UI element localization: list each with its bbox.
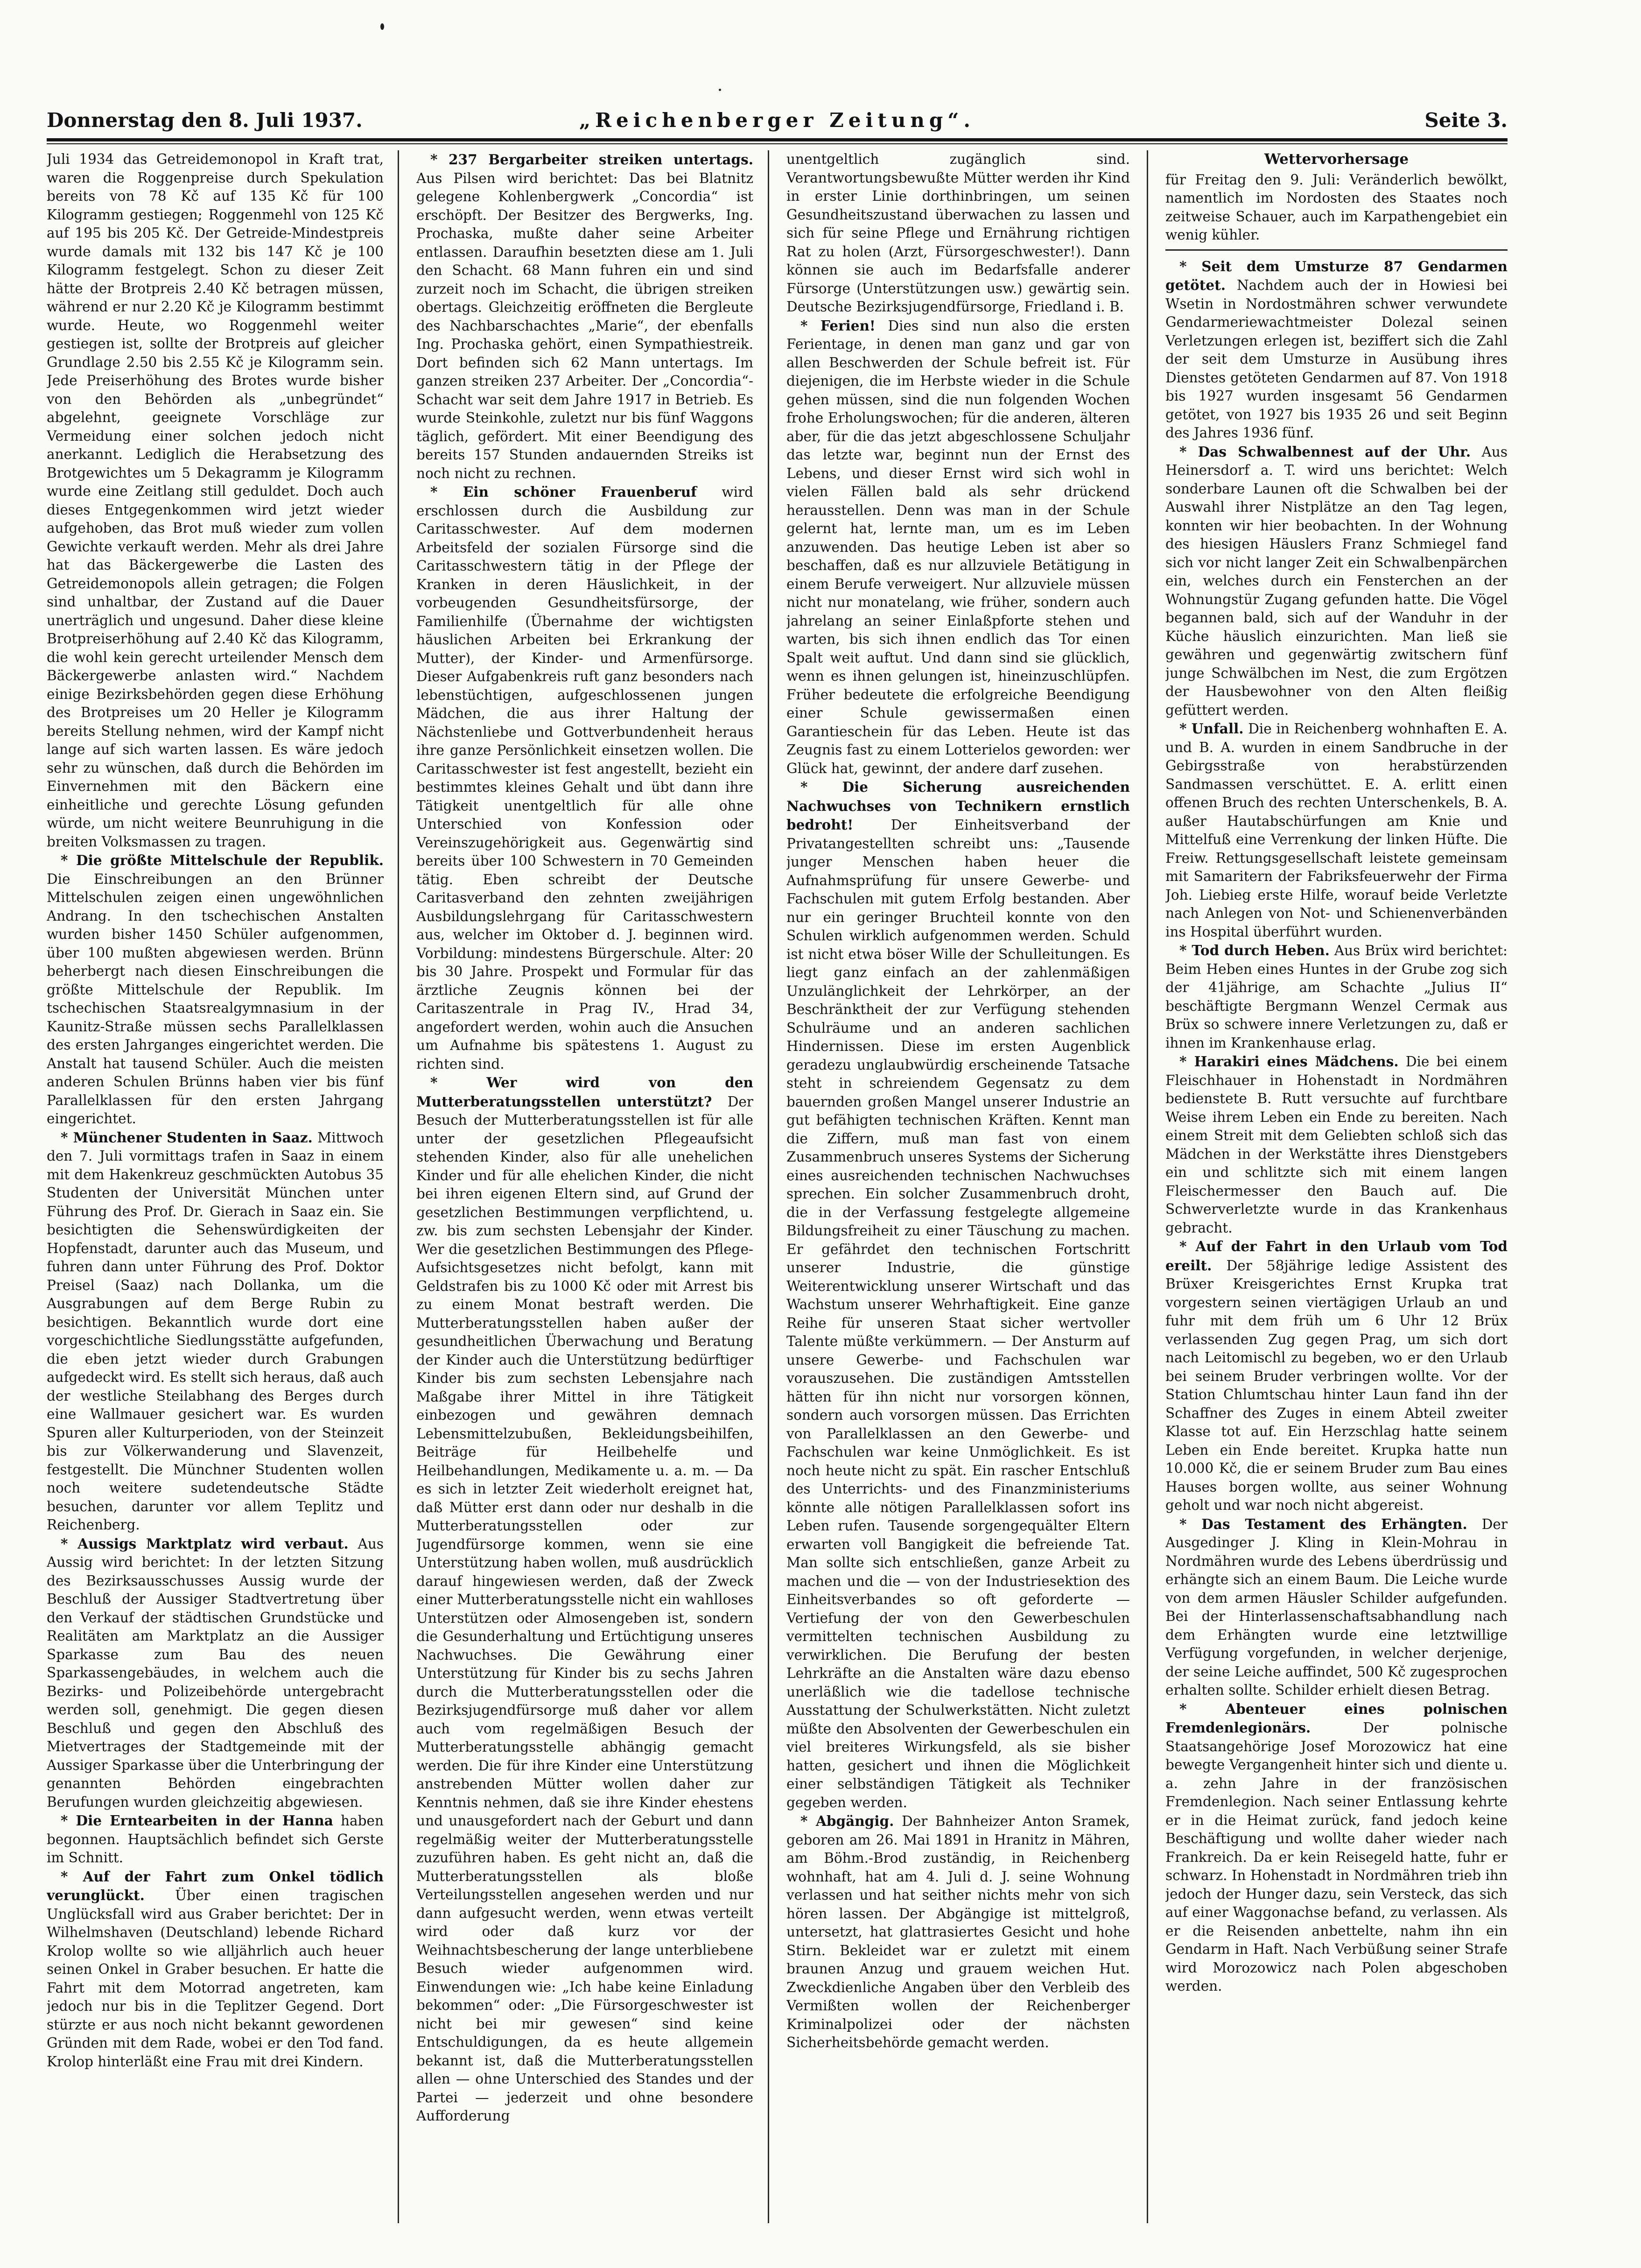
article-paragraph: [786, 317, 1130, 778]
article-text: Über einen tragischen Unglücksfall wird aus Graber berichtet: Der in Wilhelmshaven (Deutschland) lebende Richard Krolop wollte so wie alljährlich auch heuer seinen Onkel in Graber besuchen. Er hatte die Fahrt mit dem Motorrad angetreten, kam jedoch nur bis in die Teplitzer Gegend. Dort stürzte er aus noch nicht bekannt gewordenen Gründen mit dem Rade, wobei er den Tod fand. Krolop hinterläßt eine Frau mit drei Kindern.: [47, 1888, 384, 2070]
article-paragraph: [47, 1811, 384, 1867]
article-paragraph: unentgeltlich zugänglich sind. Verantwortungsbewußte Mütter werden ihr Kind in erster Linie dorthinbringen, um seinen Gesundheitszustand überwachen zu lassen und sich für seine Pflege und Ernährung richtigen Rat zu holen (Arzt, Fürsorgeschwester!). Dann können sie auch im Bedarfsfalle anderer Fürsorge (Unterstützungen usw.) gewärtig sein. Deutsche Bezirksjugendfürsorge, Friedland i. B.: [786, 151, 1130, 315]
article-headline: * Abgängig.: [800, 1813, 894, 1829]
article-paragraph: [1165, 1237, 1508, 1515]
column-divider: [768, 150, 769, 2223]
masthead: [47, 106, 1508, 134]
article-paragraph: [786, 778, 1130, 1812]
article-text: Der polnische Staatsangehörige Josef Morozowicz hat eine bewegte Vergangenheit hinter sich und diente u. a. zehn Jahre in der französischen Fremdenlegion. Nach seiner Entlassung kehrte er in die Heimat zurück, fand jedoch keine Beschäftigung und wollte daher wieder nach Frankreich. Da er kein Reisegeld hatte, fuhr er schwarz. In Hohenstadt in Nordmähren trieb ihn jedoch der Hunger dazu, sein Versteck, das sich auf einer Waggonachse befand, zu verlassen. Als er die Reisenden anbettelte, nahm ihn ein Gendarm in Haft. Nach Verbüßung seiner Strafe wird Morozowicz nach Polen abgeschoben werden.: [1165, 1720, 1508, 1994]
article-headline: * Die Sicherung ausreichenden Nachwuchses von Technikern ernstlich bedroht!: [786, 779, 1130, 833]
article-text: Aus Brüx wird berichtet: Beim Heben eines Huntes in der Grube zog sich der 41jährige, am Schachte „Julius II“ beschäftigte Bergmann Wenzel Cermak aus Brüx so schwere innere Verletzungen zu, daß er ihnen im Krankenhause erlag.: [1165, 943, 1508, 1051]
weather-forecast: [1165, 150, 1508, 251]
article-headline: * Münchener Studenten in Saaz.: [61, 1129, 313, 1146]
article-paragraph: [416, 150, 753, 483]
article-paragraph: [1165, 1700, 1508, 1996]
article-headline: * Auf der Fahrt zum Onkel tödlich verunglückt.: [47, 1868, 384, 1903]
article-headline: * Ein schöner Frauenberuf: [430, 484, 697, 500]
article-paragraph: [47, 851, 384, 1128]
article-text: Der Besuch der Mutterberatungsstellen ist für alle unter der gesetzlichen Pflegeaufsicht stehenden Kinder, also für alle unehelichen Kinder und für alle ehelichen Kinder, die nicht bei ihren eigenen Eltern sind, auf Grund der gesetzlichen Bestimmungen verpflichtend, u. zw. bis zum sechsten Lebensjahr der Kinder. Wer die gesetzlichen Bestimmungen des Pflege-Aufsichtsgesetzes nicht befolgt, kann mit Geldstrafen bis zu 1000 Kč oder mit Arrest bis zu einem Monat bestraft werden. Die Mutterberatungsstellen haben außer der gesundheitlichen Überwachung und Beratung der Kinder auch die Unterstützung bedürftiger Kinder bis zum sechsten Lebensjahre nach Maßgabe ihrer Mittel in ihre Tätigkeit einbezogen und gewähren demnach Lebensmittelzubußen, Bekleidungsbeihilfen, Beiträge für Heilbehelfe und Heilbehandlungen, Medikamente u. a. m. — Da es sich in letzter Zeit wiederholt ereignet hat, daß Mütter erst dann oder nur deshalb in die Mutterberatungsstellen oder zur Jugendfürsorge kommen, wenn sie eine Unterstützung haben wollen, muß ausdrücklich darauf hingewiesen werden, daß der Zweck einer Mutterberatungsstelle nicht ein wahlloses Unterstützen oder Almosengeben ist, sondern die Gesunderhaltung und Ertüchtigung unseres Nachwuchses. Die Gewährung einer Unterstützung für Kinder bis zu sechs Jahren durch die Mutterberatungsstellen oder die Bezirksjugendfürsorge muß daher vor allem auch vom regelmäßigen Besuch der Mutterberatungsstelle abhängig gemacht werden. Die für ihre Kinder eine Unterstützung anstrebenden Mütter wollen daher zur Kenntnis nehmen, daß sie ihre Kinder ehestens und unausgefordert nach der Geburt und dann regelmäßig weiter der Mutterberatungsstelle zuzuführen haben. Es geht nicht an, daß die Mutterberatungsstellen als bloße Verteilungsstellen angesehen werden und nur dann aufgesucht werden, wenn etwas verteilt wird oder daß kurz vor der Weihnachtsbescherung der lange unterbliebene Besuch wieder aufgenommen wird. Einwendungen wie: „Ich habe keine Einladung bekommen“ oder: „Die Fürsorgeschwester ist nicht bei mir gewesen“ sind keine Entschuldigungen, da es heute allgemein bekannt ist, daß die Mutterberatungsstellen allen — ohne Unterschied des Standes und der Partei — jederzeit und ohne besondere Aufforderung: [416, 1093, 753, 2124]
article-paragraph: [1165, 257, 1508, 443]
article-headline: * Wer wird von den Mutterberatungsstellen unterstützt?: [416, 1074, 753, 1110]
masthead-rule: [47, 138, 1508, 141]
column-divider: [1147, 150, 1148, 2223]
article-headline: * Das Schwalbennest auf der Uhr.: [1179, 443, 1471, 460]
article-headline: * Seit dem Umsturze 87 Gendarmen getötet.: [1165, 258, 1508, 293]
article-text: Die bei einem Fleischhauer in Hohenstadt in Nordmähren bedienstete B. Rutt versuchte auf furchtbare Weise ihrem Leben ein Ende zu bereiten. Nach einem Streit mit dem Geliebten schloß sich das Mädchen in der Werkstätte ihres Dienstgebers ein und schlitzte sich mit einem langen Fleischermesser den Bauch auf. Die Schwerverletzte wurde in das Krankenhaus gebracht.: [1165, 1054, 1508, 1236]
article-paragraph: [1165, 1515, 1508, 1700]
article-text: Aus Aussig wird berichtet: In der letzten Sitzung des Bezirksausschusses Aussig wurde der Beschluß der Aussiger Stadtvertretung über den Verkauf der städtischen Grundstücke und Realitäten am Marktplatz an die Aussiger Sparkasse zum Bau des neuen Sparkassengebäudes, in welchem auch die Bezirks- und Polizeibehörde untergebracht werden soll, genehmigt. Die gegen diesen Beschluß und gegen den Abschluß des Mietvertrages der Stadtgemeinde mit der Aussiger Sparkasse über die Unterbringung der genannten Behörden eingebrachten Berufungen wurden gleichzeitig abgewiesen.: [47, 1535, 384, 1810]
article-headline: * 237 Bergarbeiter streiken untertags.: [430, 151, 753, 168]
masthead-rule-thin: [47, 143, 1508, 144]
article-paragraph: [786, 1812, 1130, 2052]
issue-date: Donnerstag den 8. Juli 1937.: [47, 109, 363, 132]
weather-text: für Freitag den 9. Juli: Veränderlich bewölkt, namentlich im Nordosten des Staates noch zeitweise Schauer, auch im Karpathengebiet ein wenig kühler.: [1165, 171, 1508, 243]
article-paragraph: [416, 1073, 753, 2126]
column-2: [416, 150, 753, 2223]
article-text: Der Ausgedinger J. Kling in Klein-Mohrau in Nordmähren wurde des Lebens überdrüssig und erhängte sich an einem Baum. Die Leiche wurde von dem armen Häusler Schilder aufgefunden. Bei der Hinterlassenschaftsabhandlung nach dem Erhängten wurde eine letztwillige Verfügung vorgefunden, in welcher derjenige, der seine Leiche auffindet, 500 Kč zugesprochen erhalten sollte. Schilder erhielt diesen Betrag.: [1165, 1516, 1508, 1698]
article-text: Aus Pilsen wird berichtet: Das bei Blatnitz gelegene Kohlenbergwerk „Concordia“ ist erschöpft. Der Besitzer des Bergwerks, Ing. Prochaska, mußte daher seine Arbeiter entlassen. Daraufhin besetzten diese am 1. Juli den Schacht. 68 Mann fuhren ein und sind zurzeit noch im Schacht, die übrigen streiken obertags. Gleichzeitig eröffneten die Bergleute des Nachbarschachtes „Marie“, der ebenfalls Ing. Prochaska gehört, einen Sympathiestreik. Dort befinden sich 62 Mann untertags. Im ganzen streiken 237 Arbeiter. Der „Concordia“-Schacht war seit dem Jahre 1917 in Betrieb. Es wurde Steinkohle, zuletzt nur bis fünf Waggons täglich, gefördert. Mit einer Beendigung des bereits 157 Stunden andauernden Streiks ist noch nicht zu rechnen.: [416, 170, 753, 481]
column-3: [786, 150, 1130, 2223]
article-paragraph: [416, 483, 753, 1073]
article-text: Aus Heinersdorf a. T. wird uns berichtet: Welch sonderbare Launen oft die Schwalben bei der Auswahl ihrer Nistplätze an den Tag legen, konnten wir hier beobachten. In der Wohnung des hiesigen Häuslers Franz Schmiegel fand sich vor nicht langer Zeit ein Schwalbenpärchen ein, welches durch ein Fensterchen an der Wohnungstür Zugang gefunden hatte. Die Vögel begannen bald, sich auf der Wanduhr in der Küche häuslich einzurichten. Man ließ sie gewähren und gegenwärtig zwitschern fünf junge Schwälbchen im Nest, die zum Ergötzen der Hausbewohner von den Alten fleißig gefüttert werden.: [1165, 444, 1508, 718]
article-headline: * Die Erntearbeiten in der Hanna: [61, 1812, 333, 1829]
column-divider: [398, 150, 399, 2223]
article-text: Der Bahnheizer Anton Sramek, geboren am 26. Mai 1891 in Hranitz in Mähren, am Böhm.-Brod zuständig, in Reichenberg wohnhaft, hat am 4. Juli d. J. seine Wohnung verlassen und hat seither nichts mehr von sich hören lassen. Der Abgängige ist mittelgroß, untersetzt, hat glattrasiertes Gesicht und hohe Stirn. Bekleidet war er zuletzt mit einem braunen Anzug und grauem weichen Hut. Zweckdienliche Angaben über den Verbleib des Vermißten wollen der Reichenberger Kriminalpolizei oder der nächsten Sicherheitsbehörde gemacht werden.: [786, 1813, 1130, 2050]
page-number: Seite 3.: [1424, 109, 1508, 132]
article-headline: * Aussigs Marktplatz wird verbaut.: [61, 1535, 349, 1552]
article-text: Die in Reichenberg wohnhaften E. A. und B. A. wurden in einem Sandbruche in der Gebirgsstraße von herabstürzenden Sandmassen verschüttet. E. A. erlitt einen offenen Bruch des rechten Unterschenkels, B. A. außer Hautabschürfungen am Knie und Mittelfuß eine Verrenkung der linken Hüfte. Die Freiw. Rettungsgesellschaft leistete gemeinsam mit Samaritern der Fabriksfeuerwehr der Firma Joh. Liebieg erste Hilfe, worauf beide Verletzte nach Anlegen von Not- und Schienenverbänden ins Hospital überführt wurden.: [1165, 721, 1508, 940]
article-text: Der 58jährige ledige Assistent des Brüxer Kreisgerichtes Ernst Krupka trat vorgestern seinen viertägigen Urlaub an und fuhr mit dem früh um 6 Uhr 12 Brüx verlassenden Zug gegen Prag, um sich dort nach Leitomischl zu begeben, wo er den Urlaub bei seinem Bruder verbringen wollte. Vor der Station Chlumtschau hinter Laun fand ihn der Schaffner des Zuges in einem Abteil zweiter Klasse tot auf. Ein Herzschlag hatte seinem Leben ein Ende bereitet. Krupka hatte nun 10.000 Kč, die er seinem Bruder zum Bau eines Hauses borgen wollte, aus seiner Wohnung geholt und war noch nicht abgereist.: [1165, 1257, 1508, 1513]
article-paragraph: [47, 1128, 384, 1535]
article-paragraph: [47, 1535, 384, 1812]
article-headline: * Auf der Fahrt in den Urlaub vom Tod ereilt.: [1165, 1238, 1508, 1274]
article-text: Nachdem auch der in Howiesi bei Wsetin in Nordostmähren schwer verwundete Gendarmeriewachtmeister Dolezal seinen Verletzungen erlegen ist, beziffert sich die Zahl der seit dem Umsturze in Ausübung ihres Dienstes getöteten Gendarmen auf 87. Von 1918 bis 1927 wurden insgesamt 56 Gendarmen getötet, von 1927 bis 1935 26 und seit Beginn des Jahres 1936 fünf.: [1165, 277, 1508, 441]
column-4: [1165, 150, 1508, 2223]
article-text: wird erschlossen durch die Ausbildung zur Caritasschwester. Auf dem modernen Arbeitsfeld der sozialen Fürsorge sind die Caritasschwestern tätig in der Pflege der Kranken in deren Häuslichkeit, in der vorbeugenden Gesundheitsfürsorge, der Familienhilfe (Übernahme der wichtigsten häuslichen Arbeiten bei Erkrankung der Mutter), der Kinder- und Armenfürsorge. Dieser Aufgabenkreis ruft ganz besonders nach lebenstüchtigen, aufgeschlossenen jungen Mädchen, die aus ihrer Haltung der Nächstenliebe und Gottverbundenheit heraus ihre ganze Persönlichkeit einsetzen wollen. Die Caritasschwester ist fest angestellt, bezieht ein bestimmtes kleines Gehalt und übt dann ihre Tätigkeit unentgeltlich für alle ohne Unterschied von Konfession oder Vereinszugehörigkeit aus. Gegenwärtig sind bereits über 100 Schwestern in 70 Gemeinden tätig. Eben schreibt der Deutsche Caritasverband den zehnten zweijährigen Ausbildungslehrgang für Caritasschwestern aus, welcher im Oktober d. J. beginnen wird. Vorbildung: mindestens Bürgerschule. Alter: 20 bis 30 Jahre. Prospekt und Formular für das ärztliche Zeugnis können bei der Caritaszentrale in Prag IV., Hrad 34, angefordert werden, wohin auch die Ansuchen um Aufnahme bis spätestens 1. August zu richten sind.: [416, 484, 753, 1072]
column-1: [47, 150, 384, 2223]
article-paragraph: [47, 1867, 384, 2071]
article-text: Der Einheitsverband der Privatangestellten schreibt uns: „Tausende junger Menschen haben heuer die Aufnahmsprüfung für unsere Gewerbe- und Fachschulen mit gutem Erfolg bestanden. Aber nur ein geringer Bruchteil konnte von den Schulen wirklich aufgenommen werden. Schuld ist nicht etwa böser Wille der Schulleitungen. Es liegt ganz einfach an der zahlenmäßigen Unzulänglichkeit der Lehrkörper, an der Beschränktheit der zur Verfügung stehenden Schulräume und an anderen sachlichen Hindernissen. Diese im ersten Augenblick geradezu unglaubwürdig erscheinende Tatsache steht in schreiendem Gegensatz zu dem bauernden großen Mangel unserer Industrie an gut befähigten technischen Kräften. Kennt man die Ziffern, muß man fast von einem Zusammenbruch unseres Systems der Sicherung eines ausreichenden technischen Nachwuchses sprechen. Ein solcher Zusammenbruch droht, die in der Verfassung festgelegte allgemeine Bildungsfreiheit zu einer Täuschung zu machen. Er gefährdet den technischen Fortschritt unserer Industrie, die günstige Weiterentwicklung unserer Wirtschaft und das Wachstum unserer Wehrhaftigkeit. Eine ganze Reihe für unseren Staat sicher wertvoller Talente müßte verkümmern. — Der Ansturm auf unsere Gewerbe- und Fachschulen war vorauszusehen. Die zuständigen Amtsstellen hätten für ihn nicht nur vorsorgen können, sondern auch vorsorgen müssen. Das Errichten von Parallelklassen an den Gewerbe- und Fachschulen war keine Unmöglichkeit. Es ist noch heute nicht zu spät. Ein rascher Entschluß des Unterrichts- und des Finanzministeriums könnte alle nötigen Parallelklassen sofort ins Leben rufen. Tausende sorgengequälter Eltern erwarten voll Bangigkeit die befreiende Tat. Man sollte sich entschließen, ganze Arbeit zu machen und die — von der Industriesektion des Einheitsverbandes so oft geforderte — Vertiefung der von den Gewerbeschulen vermittelten technischen Ausbildung zu verwirklichen. Die Berufung der besten Lehrkräfte an die Anstalten wäre dazu ebenso unerläßlich wie die tadellose technische Ausstattung der Schulwerkstätten. Nicht zuletzt müßte den Absolventen der Gewerbeschulen ein viel breiteres Wirkungsfeld, als sie bisher hatten, gesichert und ihnen die Möglichkeit einer selbständigen Tätigkeit als Techniker gegeben werden.: [786, 817, 1130, 1810]
newspaper-name: „Reichenberger Zeitung“.: [579, 109, 975, 132]
article-headline: * Unfall.: [1179, 720, 1244, 737]
article-headline: * Harakiri eines Mädchens.: [1179, 1053, 1399, 1070]
article-text: Dies sind nun also die ersten Ferientage, in denen man ganz und gar von allen Beschwerden der Schule befreit ist. Für diejenigen, die im Herbste wieder in die Schule gehen müssen, sind die nun folgenden Wochen frohe Erholungswochen; für die anderen, älteren aber, für die das jetzt abgeschlossene Schuljahr das letzte war, beginnt nun der Ernst des Lebens, und dieser Ernst wird sich wohl in vielen Fällen bald als sehr drückend herausstellen. Denn was man in der Schule gelernt hat, lernte man, um es im Leben anzuwenden. Das heutige Leben ist aber so beschaffen, daß es nur allzuviele Betätigung in einem Berufe verweigert. Nur allzuviele müssen nicht nur monatelang, wie früher, sondern auch jahrelang an seiner Einlaßpforte stehen und warten, bis sich ihnen endlich das Tor einen Spalt weit auftut. Und dann sind sie glücklich, wenn es ihnen gelungen ist, hineinzuschlüpfen. Früher bedeutete die erfolgreiche Beendigung einer Schule gewissermaßen einen Garantieschein für das Leben. Heute ist das Zeugnis fast zu einem Lotterielos geworden: wer Glück hat, gewinnt, der andere darf zusehen.: [786, 317, 1130, 776]
article-paragraph: [1165, 1052, 1508, 1237]
article-paragraph: [1165, 443, 1508, 720]
article-paragraph: [1165, 941, 1508, 1052]
article-headline: * Die größte Mittelschule der Republik.: [61, 852, 384, 868]
article-paragraph: [1165, 719, 1508, 941]
article-headline: * Das Testament des Erhängten.: [1179, 1515, 1467, 1532]
article-text: Die Einschreibungen an den Brünner Mittelschulen zeigen einen ungewöhnlichen Andrang. In den tschechischen Anstalten wurden bisher 1450 Schüler aufgenommen, über 100 mußten abgewiesen werden. Brünn beherbergt nach diesen Einschreibungen die größte Mittelschule der Republik. Im tschechischen Staatsrealgymnasium in der Kaunitz-Straße müssen sechs Parallelklassen des ersten Jahrganges eingerichtet werden. Die Anstalt hat tausend Schüler. Auch die meisten anderen Schulen Brünns haben vier bis fünf Parallelklassen für den ersten Jahrgang eingerichtet.: [47, 871, 384, 1127]
article-headline: * Abenteuer eines polnischen Fremdenlegionärs.: [1165, 1700, 1508, 1736]
article-headline: * Ferien!: [800, 317, 876, 334]
weather-title: Wettervorhersage: [1264, 151, 1409, 168]
article-text: haben begonnen. Hauptsächlich befindet sich Gerste im Schnitt.: [47, 1813, 384, 1866]
article-paragraph: Juli 1934 das Getreidemonopol in Kraft trat, waren die Roggenpreise durch Spekulation bereits von 78 Kč auf 135 Kč für 100 Kilogramm gestiegen; Roggenmehl von 125 Kč auf 195 bis 205 Kč. Der Getreide-Mindestpreis wurde damals mit 132 bis 147 Kč je 100 Kilogramm festgelegt. Schon zu dieser Zeit hätte der Brotpreis 2.40 Kč betragen müssen, während er nur 2.20 Kč je Kilogramm bestimmt wurde. Heute, wo Roggenmehl weiter gestiegen ist, sollte der Brotpreis auf gleicher Grundlage 2.50 bis 2.55 Kč je Kilogramm sein. Jede Preiserhöhung des Brotes wurde bisher von den Behörden als „unbegründet“ abgelehnt, geeignete Vorschläge zur Vermeidung einer solchen jedoch nicht anerkannt. Lediglich die Herabsetzung des Brotgewichtes um 5 Dekagramm je Kilogramm wurde eine Zeitlang still geduldet. Doch auch dieses Entgegenkommen wird jetzt wieder aufgehoben, das Brot muß wieder zum vollen Gewichte verkauft werden. Mehr als drei Jahre hat das Bäckergewerbe die Lasten des Getreidemonopols allein getragen; die Folgen sind unhaltbar, der Zustand auf die Dauer unerträglich und ungesund. Daher diese kleine Brotpreiserhöhung auf 2.40 Kč das Kilogramm, die wohl kein gerecht urteilender Mensch dem Bäckergewerbe anlasten wird.“ Nachdem einige Bezirksbehörden gegen diese Erhöhung des Brotpreises um 20 Heller je Kilogramm bereits Stellung nehmen, wird der Kampf nicht lange auf sich warten lassen. Es wäre jedoch sehr zu wünschen, daß durch die Behörden im Einvernehmen mit den Bäckern eine einheitliche und gerechte Lösung gefunden würde, um nicht weitere Beunruhigung in die breiten Volksmassen zu tragen.: [47, 151, 384, 850]
article-text: Mittwoch den 7. Juli vormittags trafen in Saaz in einem mit dem Hakenkreuz geschmückten Autobus 35 Studenten der Universität München unter Führung des Prof. Dr. Gierach in Saaz ein. Sie besichtigten die Sehenswürdigkeiten der Hopfenstadt, darunter auch das Museum, und fuhren dann unter Führung des Prof. Doktor Preisel (Saaz) nach Dollanka, um die Ausgrabungen auf dem Berge Rubin zu besichtigen. Bekanntlich wurde dort eine vorgeschichtliche Siedlungsstätte aufgefunden, die eben jetzt wieder durch Grabungen aufgedeckt wird. Es stellt sich heraus, daß auch der westliche Steilabhang des Berges durch eine Wallmauer gesichert war. Es wurden Spuren aller Kulturperioden, von der Steinzeit bis zur Völkerwanderung und Slavenzeit, festgestellt. Die Münchner Studenten wollen noch weitere sudetendeutsche Städte besuchen, darunter vor allem Teplitz und Reichenberg.: [47, 1129, 384, 1533]
article-headline: * Tod durch Heben.: [1179, 942, 1330, 958]
